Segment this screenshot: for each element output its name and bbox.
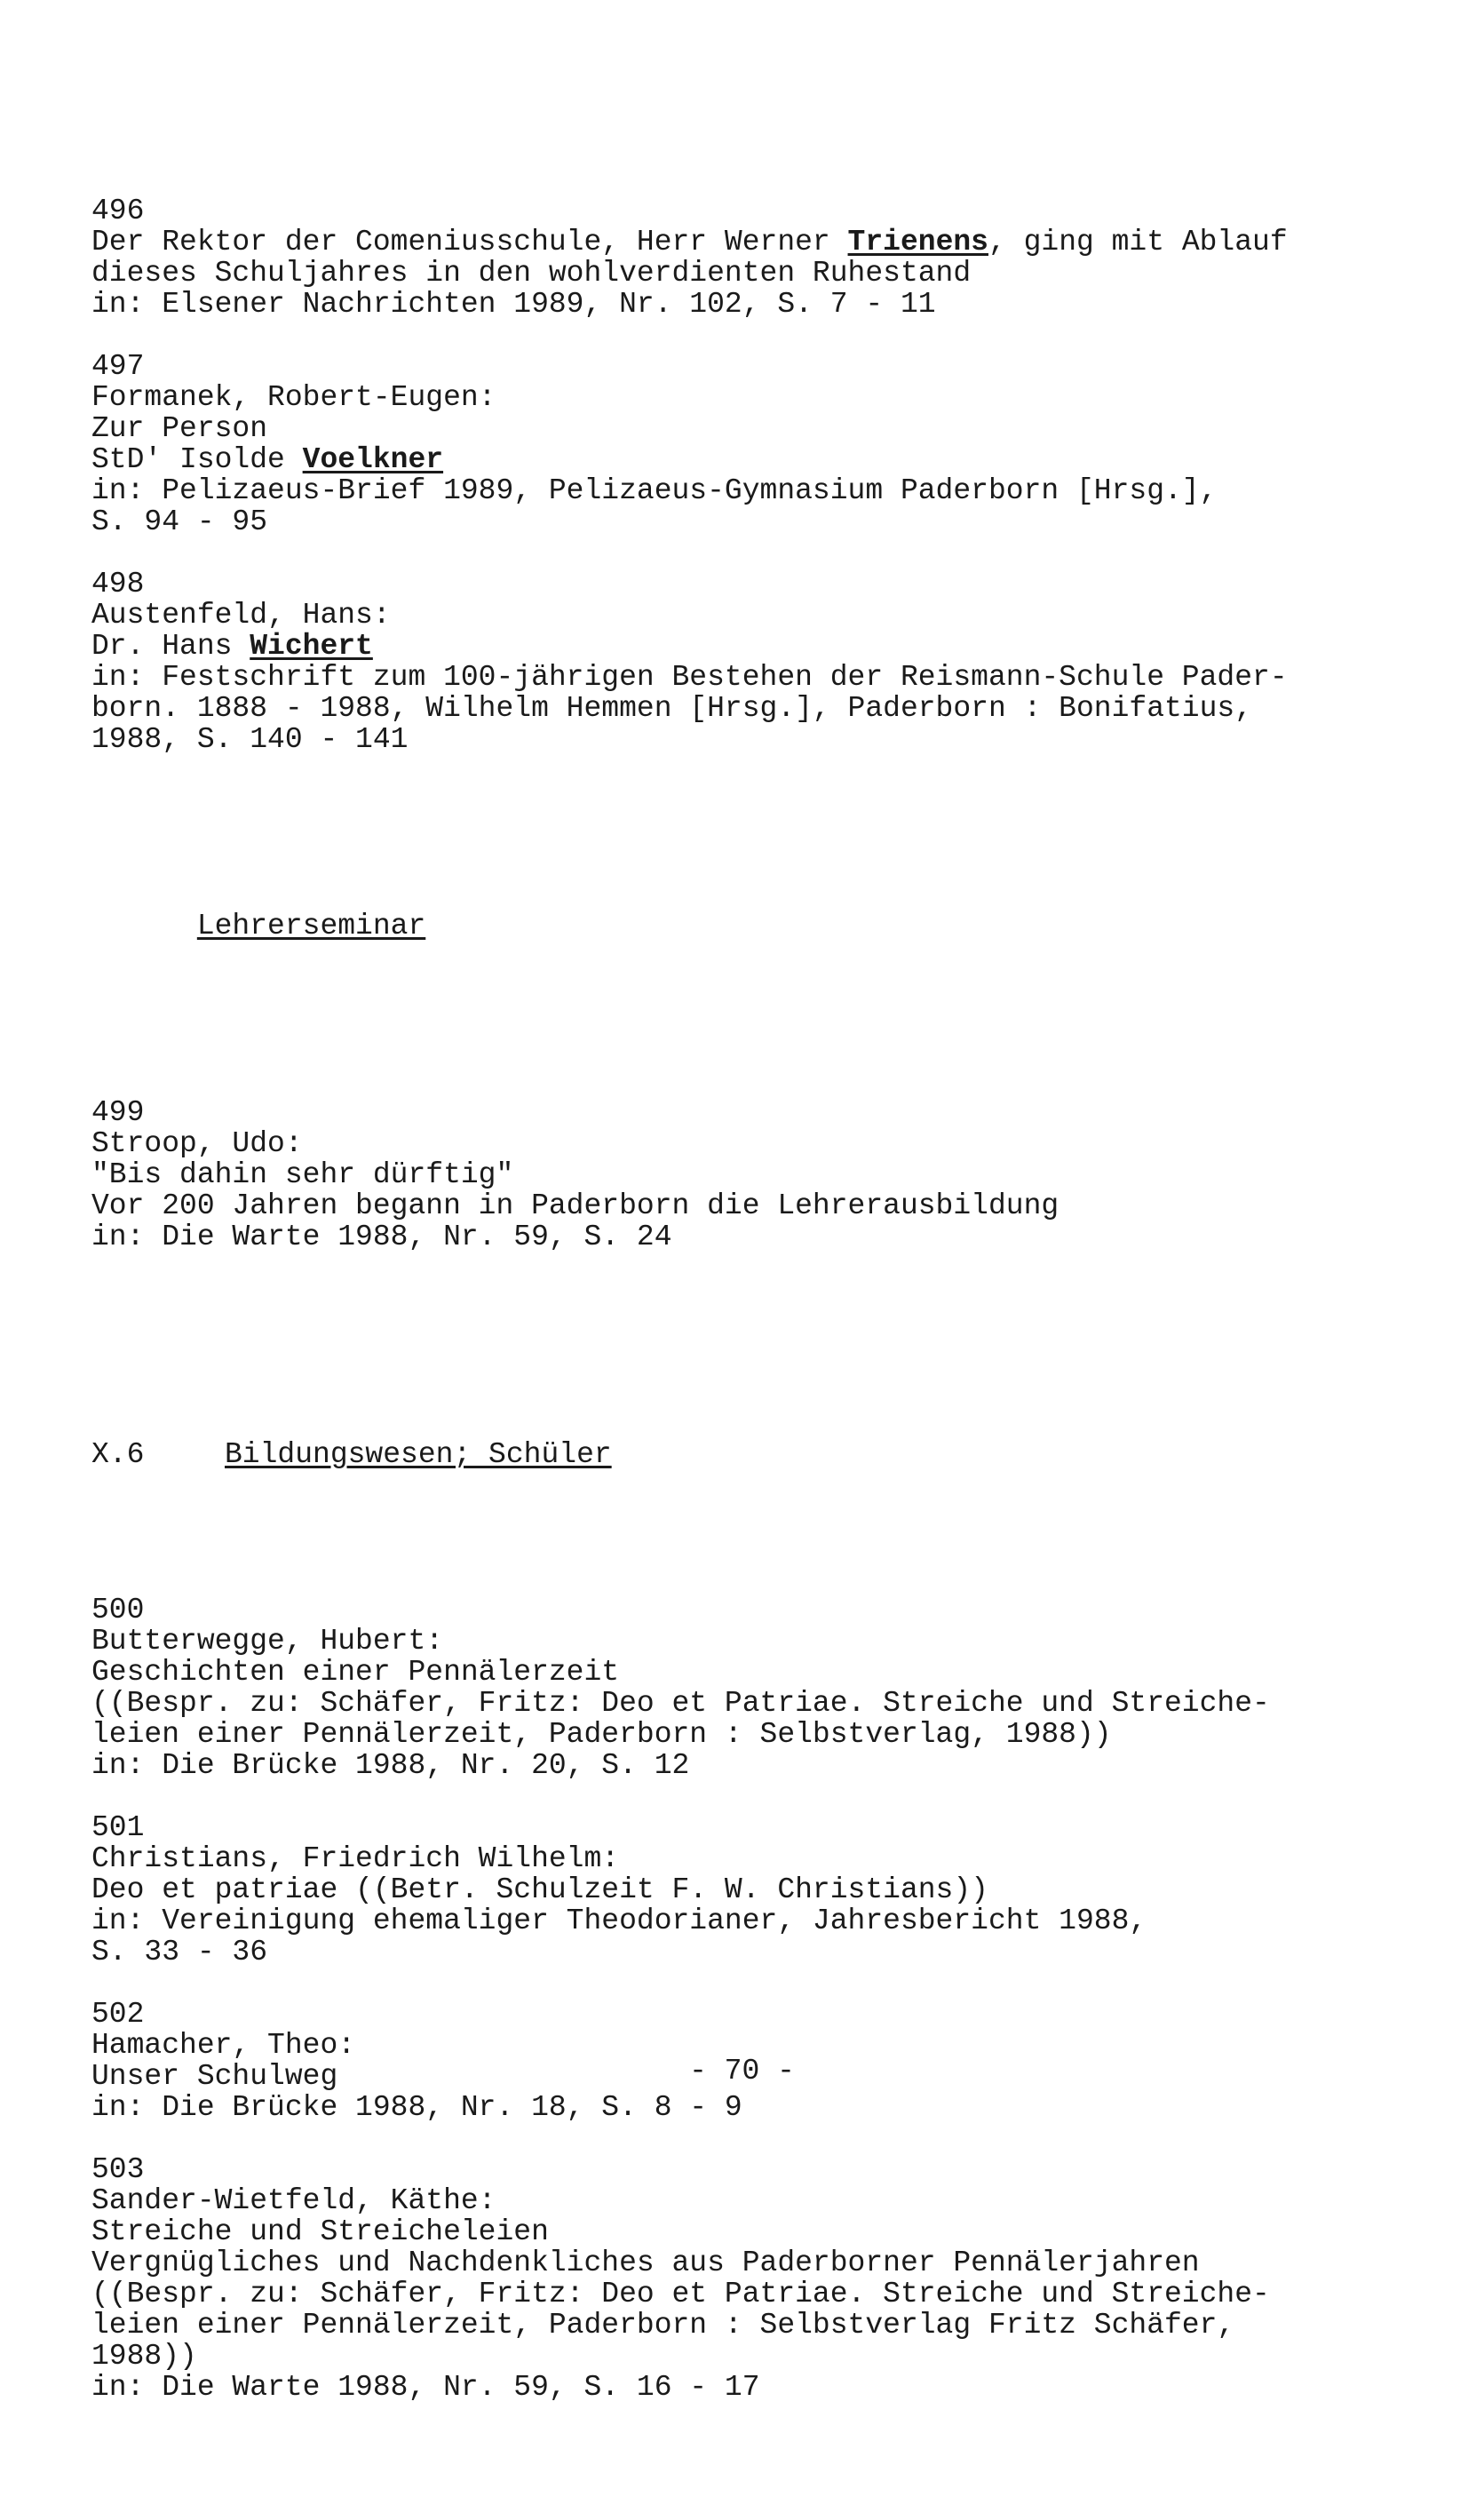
entry-text: in: Die Warte 1988, Nr. 59, S. 16 - 17 bbox=[91, 2371, 760, 2404]
bibliography-entry bbox=[91, 1812, 1370, 1968]
entry-line bbox=[91, 1688, 1370, 1719]
entry-line bbox=[91, 382, 1370, 413]
section-heading bbox=[91, 879, 1370, 973]
bibliography-entry bbox=[91, 351, 1370, 537]
entry-text: S. 33 - 36 bbox=[91, 1936, 268, 1968]
entry-line bbox=[91, 2278, 1370, 2310]
entry-group-b bbox=[91, 1097, 1370, 1252]
entry-text: in: Die Brücke 1988, Nr. 20, S. 12 bbox=[91, 1749, 690, 1782]
entry-line bbox=[91, 662, 1370, 693]
entry-line bbox=[91, 2092, 1370, 2123]
entry-line bbox=[91, 1719, 1370, 1750]
bibliography-entry bbox=[91, 1097, 1370, 1252]
chapter-number: X.6 bbox=[91, 1438, 145, 1471]
entry-line bbox=[91, 444, 1370, 475]
entry-line bbox=[91, 2310, 1370, 2341]
entry-group-c bbox=[91, 1594, 1370, 2403]
entry-number: 502 bbox=[91, 1998, 145, 2031]
entry-text: , ging mit Ablauf bbox=[988, 226, 1288, 258]
entry-line bbox=[91, 227, 1370, 258]
entry-text: Formanek, Robert-Eugen: bbox=[91, 381, 496, 414]
entry-text: Deo et patriae ((Betr. Schulzeit F. W. Christians)) bbox=[91, 1873, 988, 1906]
entry-line bbox=[91, 2341, 1370, 2372]
entry-text: 1988)) bbox=[91, 2340, 197, 2373]
entry-line bbox=[91, 1626, 1370, 1657]
entry-text: dieses Schuljahres in den wohlverdienten Ruhestand bbox=[91, 257, 972, 290]
underlined-name: Trienens bbox=[847, 226, 988, 258]
entry-line bbox=[91, 1128, 1370, 1159]
entry-number: 501 bbox=[91, 1811, 145, 1844]
entry-text: Vor 200 Jahren begann in Paderborn die Lehrerausbildung bbox=[91, 1189, 1059, 1222]
entry-number: 500 bbox=[91, 1594, 145, 1626]
entry-line bbox=[91, 1843, 1370, 1874]
entry-text: leien einer Pennälerzeit, Paderborn : Selbstverlag Fritz Schäfer, bbox=[91, 2309, 1235, 2342]
entry-line bbox=[91, 475, 1370, 506]
entry-line bbox=[91, 1159, 1370, 1190]
entry-text: ((Bespr. zu: Schäfer, Fritz: Deo et Patriae. Streiche und Streiche- bbox=[91, 2278, 1270, 2310]
entry-text: 1988, S. 140 - 141 bbox=[91, 723, 409, 756]
entry-text: in: Die Warte 1988, Nr. 59, S. 24 bbox=[91, 1221, 672, 1253]
entry-text: Zur Person bbox=[91, 412, 268, 445]
entry-text: in: Pelizaeus-Brief 1989, Pelizaeus-Gymnasium Paderborn [Hrsg.], bbox=[91, 474, 1218, 507]
entry-line bbox=[91, 2247, 1370, 2278]
entry-text: Sander-Wietfeld, Käthe: bbox=[91, 2184, 496, 2217]
chapter-heading bbox=[91, 1439, 1370, 1470]
entry-line bbox=[91, 2216, 1370, 2247]
entry-line bbox=[91, 1905, 1370, 1936]
entry-line bbox=[91, 631, 1370, 662]
entry-text: Dr. Hans bbox=[91, 630, 250, 663]
entry-text: leien einer Pennälerzeit, Paderborn : Selbstverlag, 1988)) bbox=[91, 1718, 1112, 1751]
entry-text: in: Elsener Nachrichten 1989, Nr. 102, S. 7 - 11 bbox=[91, 288, 936, 321]
entry-text: in: Vereinigung ehemaliger Theodorianer, Jahresbericht 1988, bbox=[91, 1905, 1147, 1937]
entry-line bbox=[91, 289, 1370, 320]
entry-text: Vergnügliches und Nachdenkliches aus Paderborner Pennälerjahren bbox=[91, 2247, 1200, 2279]
underlined-name: Wichert bbox=[250, 630, 373, 663]
entry-text: Austenfeld, Hans: bbox=[91, 599, 391, 632]
entry-line bbox=[91, 1657, 1370, 1688]
entry-text: Christians, Friedrich Wilhelm: bbox=[91, 1842, 620, 1875]
bibliography-entry bbox=[91, 2154, 1370, 2403]
section-heading-text: Lehrerseminar bbox=[196, 910, 426, 942]
entry-text: Der Rektor der Comeniusschule, Herr Werner bbox=[91, 226, 848, 258]
entry-text: "Bis dahin sehr dürftig" bbox=[91, 1158, 514, 1191]
entry-group-a bbox=[91, 195, 1370, 755]
entry-text: in: Festschrift zum 100-jährigen Bestehen der Reismann-Schule Pader- bbox=[91, 661, 1288, 694]
entry-text: Hamacher, Theo: bbox=[91, 2029, 356, 2062]
entry-text: Geschichten einer Pennälerzeit bbox=[91, 1656, 620, 1689]
entry-text: born. 1888 - 1988, Wilhelm Hemmen [Hrsg.], Paderborn : Bonifatius, bbox=[91, 692, 1253, 725]
entry-line bbox=[91, 600, 1370, 631]
entry-number: 497 bbox=[91, 350, 145, 383]
entry-line bbox=[91, 1936, 1370, 1968]
underlined-name: Voelkner bbox=[302, 443, 444, 476]
entry-number: 499 bbox=[91, 1096, 145, 1129]
bibliography-content bbox=[91, 133, 1370, 2496]
entry-line bbox=[91, 506, 1370, 537]
bibliography-entry bbox=[91, 1594, 1370, 1781]
entry-line bbox=[91, 1221, 1370, 1252]
entry-line bbox=[91, 2372, 1370, 2403]
entry-line bbox=[91, 1874, 1370, 1905]
entry-text: Streiche und Streicheleien bbox=[91, 2215, 549, 2248]
entry-text: S. 94 - 95 bbox=[91, 505, 268, 538]
entry-text: ((Bespr. zu: Schäfer, Fritz: Deo et Patriae. Streiche und Streiche- bbox=[91, 1687, 1270, 1720]
entry-text: Butterwegge, Hubert: bbox=[91, 1625, 444, 1658]
entry-line bbox=[91, 1750, 1370, 1781]
entry-number: 498 bbox=[91, 568, 145, 600]
entry-text: Stroop, Udo: bbox=[91, 1127, 303, 1160]
entry-line bbox=[91, 693, 1370, 724]
entry-text: StD' Isolde bbox=[91, 443, 303, 476]
entry-text: in: Die Brücke 1988, Nr. 18, S. 8 - 9 bbox=[91, 2091, 742, 2124]
entry-line bbox=[91, 258, 1370, 289]
bibliography-entry bbox=[91, 195, 1370, 320]
page-number: - 70 - bbox=[689, 2055, 795, 2087]
chapter-title: Bildungswesen; Schüler bbox=[225, 1438, 612, 1471]
entry-number: 503 bbox=[91, 2153, 145, 2186]
bibliography-entry bbox=[91, 569, 1370, 755]
entry-line bbox=[91, 1190, 1370, 1221]
entry-line bbox=[91, 724, 1370, 755]
entry-number: 496 bbox=[91, 195, 145, 227]
entry-line bbox=[91, 2185, 1370, 2216]
entry-text: Unser Schulweg bbox=[91, 2060, 338, 2093]
entry-line bbox=[91, 413, 1370, 444]
